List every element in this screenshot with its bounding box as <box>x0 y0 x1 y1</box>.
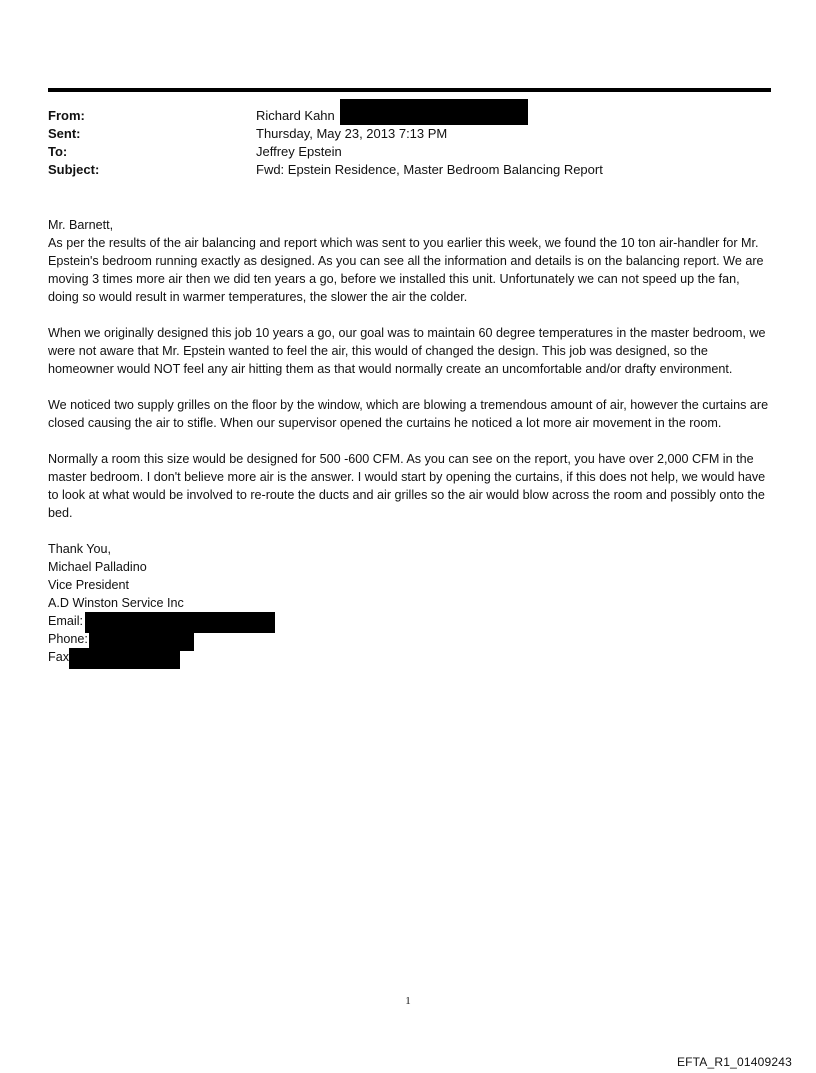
bates-number: EFTA_R1_01409243 <box>676 1055 792 1069</box>
phone-label: Phone: <box>48 632 88 646</box>
body-paragraph: We noticed two supply grilles on the floor by the window, which are blowing a tremendous amount of air, however the curtains are closed causing the air to stifle. When our supervisor opened the curtains he noticed a lot more air movement in the room. <box>48 398 769 430</box>
body-paragraph: When we originally designed this job 10 years a go, our goal was to maintain 60 degree temperatures in the master bedroom, we were not aware that Mr. Epstein wanted to feel the air, this would of changed the design. This job was designed, so the homeowner would NOT feel any air hitting them as that would normally create an uncomfortable and/or drafty environment. <box>48 326 766 376</box>
page-number: 1 <box>405 995 411 1007</box>
header-divider <box>48 88 771 92</box>
signature-title: Vice President <box>48 578 129 592</box>
redaction-block <box>340 99 528 125</box>
to-row <box>48 143 771 161</box>
signature-fax <box>48 648 773 666</box>
from-label: From: <box>48 108 85 123</box>
signature-company: A.D Winston Service Inc <box>48 596 184 610</box>
signature-block <box>48 540 773 666</box>
sent-label: Sent: <box>48 126 81 141</box>
subject-row <box>48 161 771 179</box>
subject-label: Subject: <box>48 162 100 177</box>
signature-name: Michael Palladino <box>48 560 147 574</box>
signature-closing: Thank You, <box>48 542 112 556</box>
redaction-block <box>69 648 180 669</box>
salutation: Mr. Barnett, <box>48 218 114 232</box>
to-value: Jeffrey Epstein <box>256 144 342 159</box>
signature-phone <box>48 630 773 648</box>
fax-label: Fax <box>48 650 69 664</box>
email-header <box>48 107 771 179</box>
body-paragraph: Normally a room this size would be designed for 500 -600 CFM. As you can see on the report, you have over 2,000 CFM in the master bedroom. I don't believe more air is the answer. I would start by opening the curtains, if this does not help, we would have to look at what would be involved to re-route the ducts and air grilles so the air would blow across the room and possibly onto the bed. <box>48 452 766 520</box>
from-row <box>48 107 771 125</box>
from-name: Richard Kahn <box>256 108 335 123</box>
subject-value: Fwd: Epstein Residence, Master Bedroom Balancing Report <box>256 162 603 177</box>
email-label: Email: <box>48 614 83 628</box>
body-paragraph: As per the results of the air balancing and report which was sent to you earlier this week, we found the 10 ton air-handler for Mr. Epstein's bedroom running exactly as designed. As you can see all the information and details is on the balancing report. We are moving 3 times more air then we did ten years a go, before we installed this unit. Unfortunately we can not speed up the fan, doing so would result in warmer temperatures, the slower the air the colder. <box>48 236 764 304</box>
sent-row <box>48 125 771 143</box>
to-label: To: <box>48 144 68 159</box>
signature-email <box>48 612 773 630</box>
sent-value: Thursday, May 23, 2013 7:13 PM <box>256 126 448 141</box>
email-body <box>48 216 773 666</box>
